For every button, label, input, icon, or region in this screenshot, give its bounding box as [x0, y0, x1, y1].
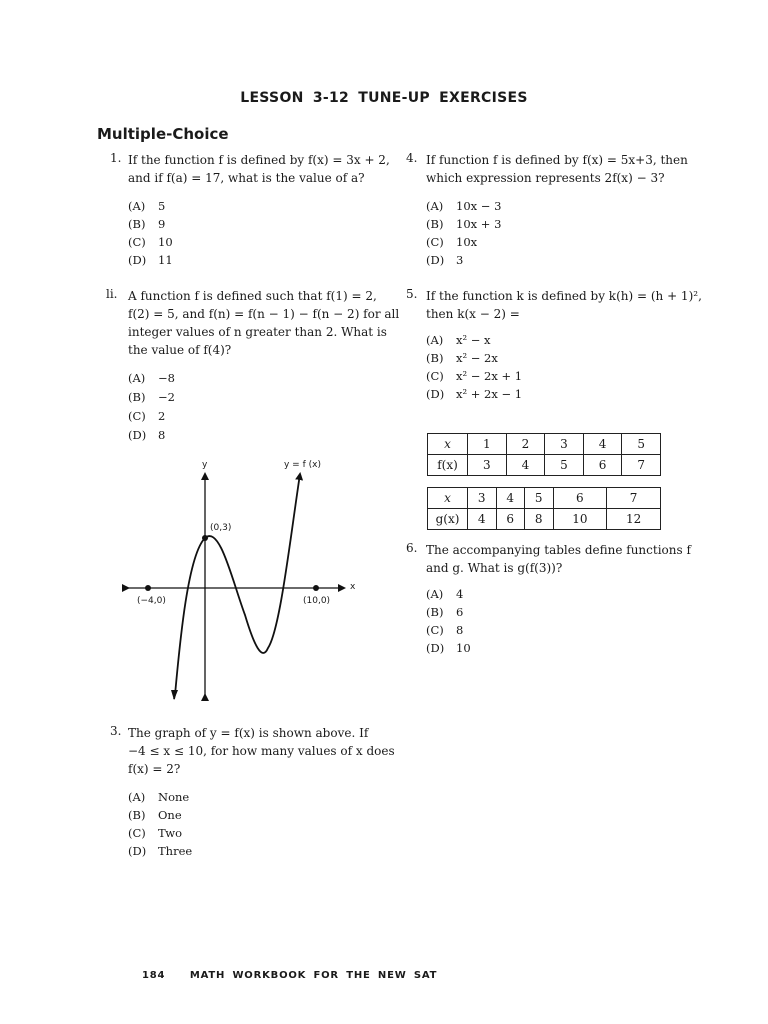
question-text-line: then k(x − 2) =: [426, 307, 520, 321]
point-neg4-0: [145, 585, 151, 591]
question-text-line: f(x) = 2?: [128, 762, 181, 776]
question-text-line: and if f(a) = 17, what is the value of a?: [128, 171, 365, 185]
question-text-line: A function f is defined such that f(1) = 2,: [128, 289, 377, 303]
question-number: 5.: [406, 287, 418, 301]
question-text-line: The accompanying tables define functions f: [426, 543, 691, 557]
function-curve: [175, 474, 300, 695]
question-text-line: If the function k is defined by k(h) = (h + 1)²,: [426, 289, 702, 303]
choice-b[interactable]: (B) 9: [128, 217, 166, 231]
point-label: (−4,0): [137, 596, 166, 606]
table-row: f(x) 3 4 5 6 7: [428, 455, 661, 476]
question-text-line: which expression represents 2f(x) − 3?: [426, 171, 665, 185]
choice-d[interactable]: (D) 11: [128, 253, 173, 267]
question-number: 4.: [406, 151, 418, 165]
choice-b[interactable]: (B) x² − 2x: [426, 351, 498, 365]
question-text-line: the value of f(4)?: [128, 343, 232, 357]
y-axis-label: y: [202, 460, 208, 470]
question-number: 6.: [406, 541, 418, 555]
question-number: li.: [106, 287, 118, 301]
question-text-line: The graph of y = f(x) is shown above. If: [128, 726, 369, 740]
curve-label: y = f (x): [284, 460, 321, 470]
page-title: LESSON 3-12 TUNE-UP EXERCISES: [240, 90, 528, 106]
question-text-line: −4 ≤ x ≤ 10, for how many values of x does: [128, 744, 395, 758]
section-heading: Multiple-Choice: [97, 125, 229, 143]
choice-a[interactable]: (A) x² − x: [426, 333, 491, 347]
point-label: (0,3): [210, 523, 232, 533]
choice-b[interactable]: (B) 6: [426, 605, 464, 619]
page-footer: [142, 970, 437, 981]
choice-c[interactable]: (C) 10x: [426, 235, 478, 249]
choice-c[interactable]: (C) x² − 2x + 1: [426, 369, 523, 383]
choice-a[interactable]: (A) 5: [128, 199, 166, 213]
choice-c[interactable]: (C) 8: [426, 623, 464, 637]
choice-b[interactable]: (B) One: [128, 808, 182, 822]
choice-d[interactable]: (D) 3: [426, 253, 464, 267]
table-row: g(x) 4 6 8 10 12: [428, 509, 661, 530]
question-number: 3.: [110, 724, 122, 738]
question-text-line: If function f is defined by f(x) = 5x+3, then: [426, 153, 688, 167]
table-f: [427, 433, 661, 476]
question-text-line: and g. What is g(f(3))?: [426, 561, 563, 575]
choice-c[interactable]: (C) Two: [128, 826, 183, 840]
choice-b[interactable]: (B) 10x + 3: [426, 217, 502, 231]
point-10-0: [313, 585, 319, 591]
book-title: MATH WORKBOOK FOR THE NEW SAT: [189, 970, 438, 981]
choice-a[interactable]: (A) −8: [128, 371, 175, 385]
choice-c[interactable]: (C) 10: [128, 235, 173, 249]
function-graph: [120, 455, 370, 705]
point-0-3: [202, 535, 208, 541]
point-label: (10,0): [303, 596, 331, 606]
question-text-line: If the function f is defined by f(x) = 3x + 2,: [128, 153, 390, 167]
choice-d[interactable]: (D) x² + 2x − 1: [426, 387, 523, 401]
page-number: 184: [142, 970, 166, 981]
table-g: [427, 487, 661, 530]
choice-d[interactable]: (D) 10: [426, 641, 471, 655]
choice-a[interactable]: (A) None: [128, 790, 190, 804]
question-text-line: f(2) = 5, and f(n) = f(n − 1) − f(n − 2) for all: [128, 307, 400, 321]
question-number: 1.: [110, 151, 122, 165]
x-axis-label: x: [350, 582, 356, 592]
choice-d[interactable]: (D) Three: [128, 844, 193, 858]
choice-d[interactable]: (D) 8: [128, 428, 166, 442]
choice-c[interactable]: (C) 2: [128, 409, 166, 423]
table-header-row: x 1 2 3 4 5: [428, 434, 661, 455]
choice-a[interactable]: (A) 4: [426, 587, 464, 601]
choice-a[interactable]: (A) 10x − 3: [426, 199, 502, 213]
choice-b[interactable]: (B) −2: [128, 390, 175, 404]
question-text-line: integer values of n greater than 2. What is: [128, 325, 387, 339]
table-header-row: x 3 4 5 6 7: [428, 488, 661, 509]
